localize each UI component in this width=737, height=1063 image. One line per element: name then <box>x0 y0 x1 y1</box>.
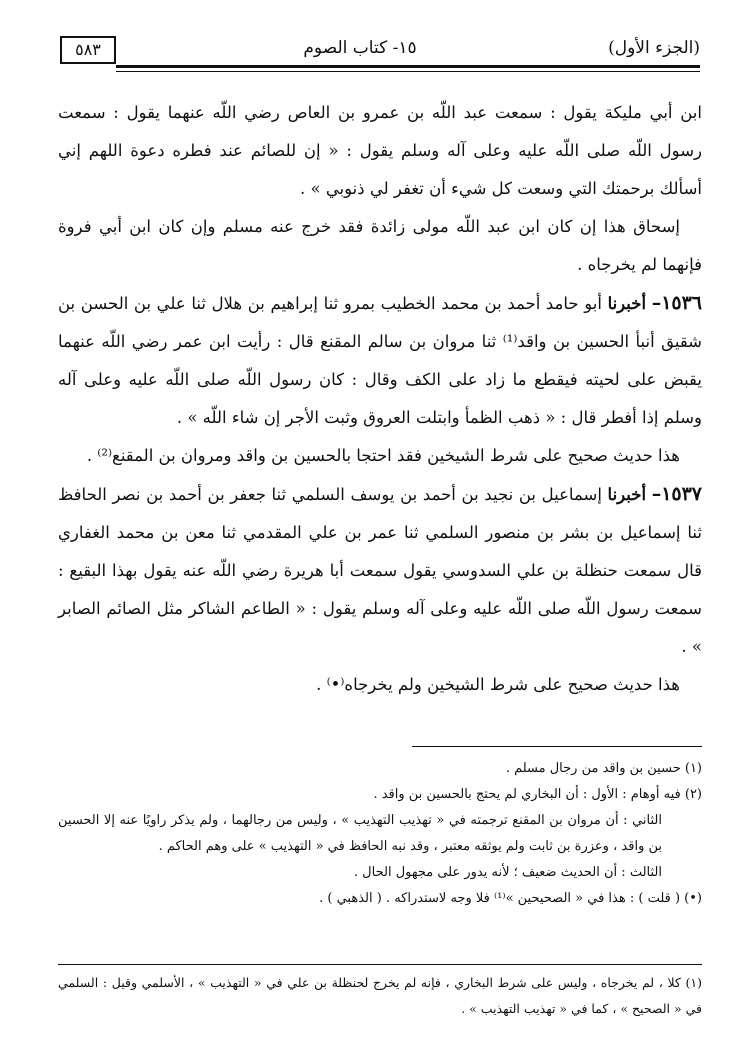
page-header <box>60 36 700 70</box>
footnote-2-third-point: الثالث : أن الحديث ضعيف ؛ لأنه يدور على مجهول الحال . <box>353 865 662 880</box>
footnote-1: (١) حسين بن واقد من رجال مسلم . <box>505 761 702 776</box>
sub-footnotes <box>58 970 702 1022</box>
footnotes <box>58 756 702 912</box>
hadith-number: ١٥٣٦– <box>651 292 703 314</box>
footnote-dhahabi: (•) ( قلت ) : هذا في « الصحيحين »⁽¹⁾ فلا وجه لاستدراكه . ( الذهبي ) . <box>319 891 702 906</box>
paragraph-grading-1537: هذا حديث صحيح على شرط الشيخين ولم يخرجاه⁽•⁾ . <box>316 675 680 694</box>
footnote-divider <box>412 746 702 747</box>
paragraph-grading-1536: هذا حديث صحيح على شرط الشيخين فقد احتجا بالحسين بن واقد ومروان بن المقنع⁽²⁾ . <box>86 446 680 465</box>
hadith-1536 <box>58 284 702 437</box>
footnote-2: (٢) فيه أوهام : الأول : أن البخاري لم يحتج بالحسين بن واقد . <box>373 787 702 802</box>
chapter-title: ١٥- كتاب الصوم <box>303 38 417 58</box>
main-text <box>58 94 702 704</box>
sub-footnote-1: (١) كلا ، لم يخرجاه ، وليس على شرط البخاري ، فإنه لم يخرج لحنظلة بن علي في « التهذيب » ، الأسلمي وقيل : السلمي في « الصحيح » ، كما في « تهذيب التهذيب » . <box>58 975 702 1016</box>
page-number: ٥٨٣ <box>60 36 116 64</box>
header-rule-thick <box>116 65 700 68</box>
subfootnote-divider <box>58 964 702 965</box>
hadith-1537 <box>58 475 702 666</box>
hadith-text: أبو حامد أحمد بن محمد الخطيب بمرو ثنا إبراهيم بن هلال ثنا علي بن الحسن بن شقيق أنبأ الحسين بن واقد⁽¹⁾ ثنا مروان بن سالم المقنع قال : رأيت ابن عمر رضي اللّه عنهما يقبض على لحيته فيقطع ما زاد على الكف وقال : كان رسول اللّه صلى اللّه عليه وعلى آله وسلم إذا أفطر قال : « ذهب الظمأ وابتلت العروق وثبت الأجر إن شاء اللّه » . <box>58 294 702 427</box>
footnote-2-second-point: الثاني : أن مروان بن المقنع ترجمته في « تهذيب التهذيب » ، وليس من رجالهما ، ولم يذكر راويًا عنه إلا الحسين بن واقد ، وعزرة بن ثابت ولم يوثقه معتبر ، وقد نبه الحافظ في « التهذيب » على وهم الحاكم . <box>58 813 662 854</box>
header-rule-thin <box>116 71 700 72</box>
akhbarana-label: أخبرنا <box>607 485 647 504</box>
akhbarana-label: أخبرنا <box>607 294 647 313</box>
hadith-text: إسماعيل بن نجيد بن أحمد بن يوسف السلمي ثنا جعفر بن أحمد بن نصر الحافظ ثنا إسماعيل بن بشر بن منصور السلمي ثنا عمر بن علي المقدمي ثنا معن بن محمد الغفاري قال سمعت حنظلة بن علي السدوسي يقول سمعت أبا هريرة رضي اللّه عنه يقول بهذا البقيع : سمعت رسول اللّه صلى اللّه عليه وعلى آله وسلم يقول : « الطاعم الشاكر مثل الصائم الصابر » . <box>58 485 702 656</box>
volume-label: (الجزء الأول) <box>608 38 700 58</box>
paragraph-hadith-continuation: ابن أبي مليكة يقول : سمعت عبد اللّه بن عمرو بن العاص رضي اللّه عنهما يقول : سمعت رسول اللّه صلى اللّه عليه وعلى آله وسلم يقول : « إن للصائم عند فطره دعوة اللهم إني أسألك برحمتك التي وسعت كل شيء أن تغفر لي ذنوبي » . <box>58 103 702 198</box>
paragraph-ishaq-note: إسحاق هذا إن كان ابن عبد اللّه مولى زائدة فقد خرج عنه مسلم وإن كان ابن أبي فروة فإنهما لم يخرجاه . <box>58 217 702 274</box>
hadith-number: ١٥٣٧– <box>651 483 703 505</box>
